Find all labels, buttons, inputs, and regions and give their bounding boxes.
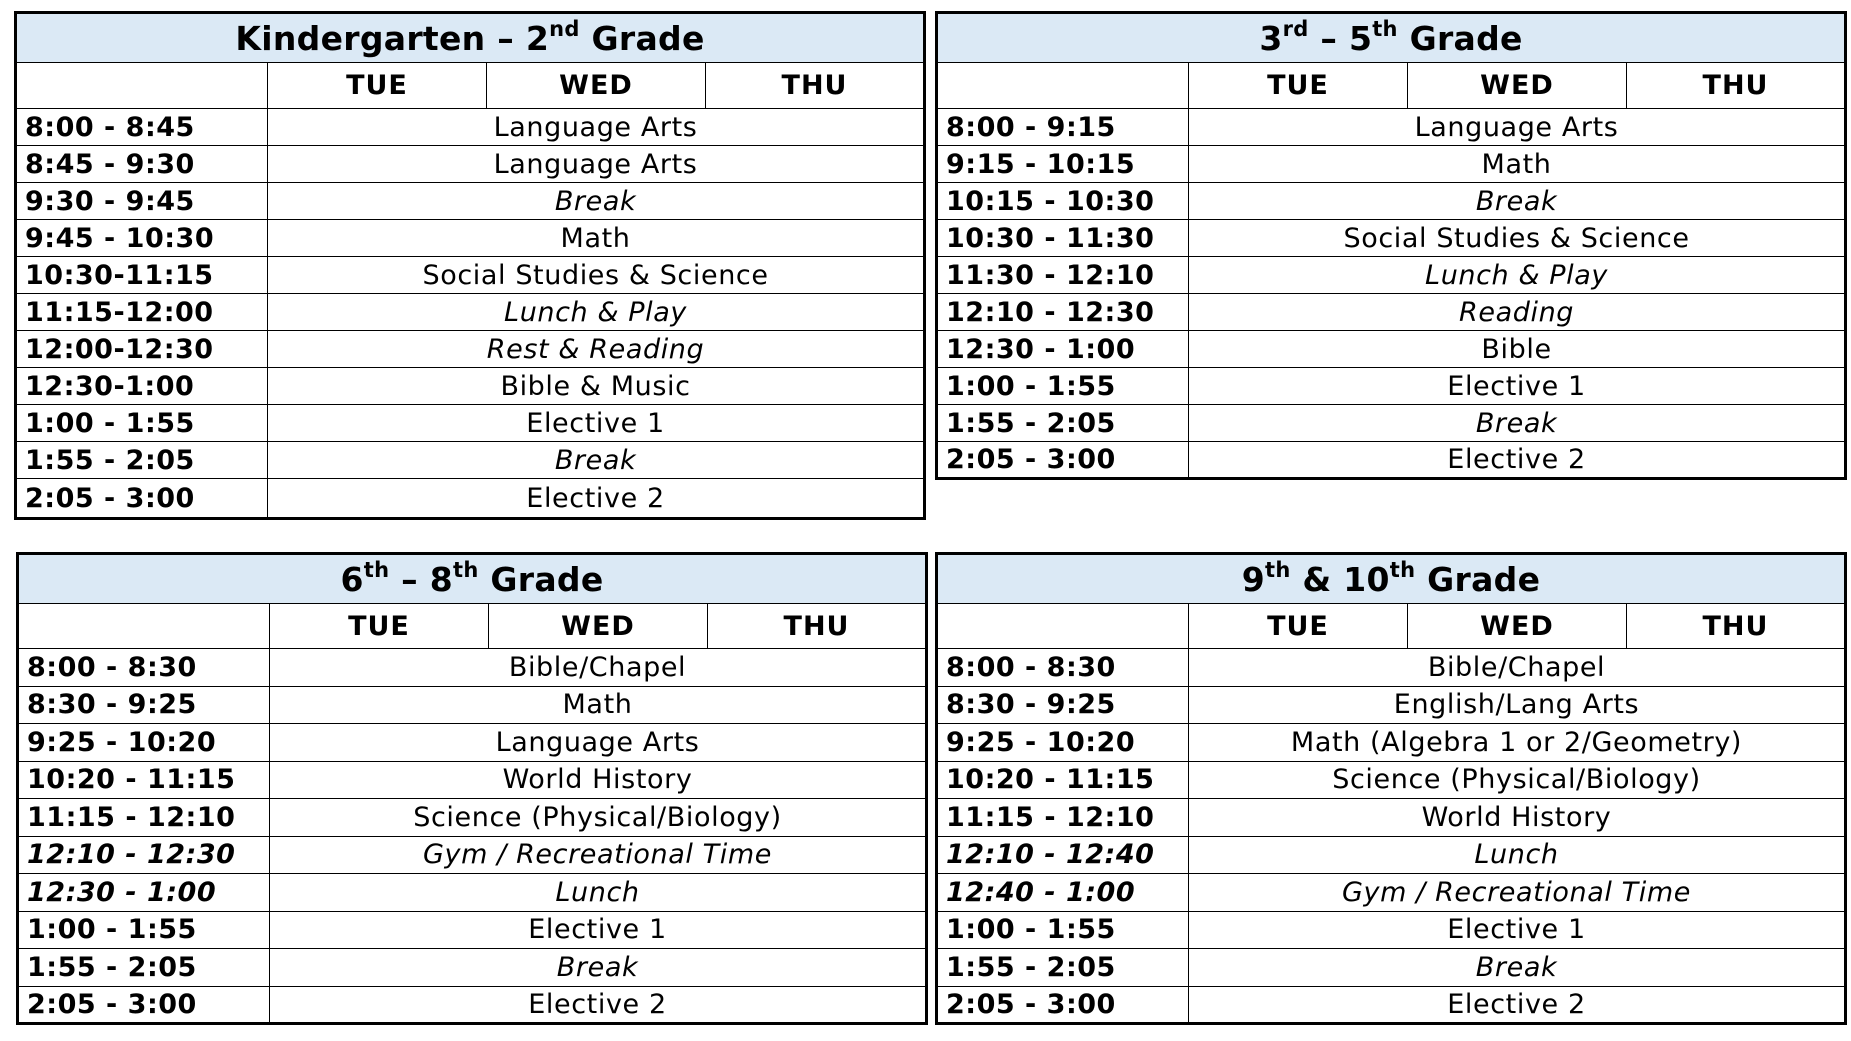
time-cell: 12:10 - 12:40 [937, 836, 1189, 874]
subject-cell: Social Studies & Science [1189, 220, 1846, 257]
table-row [937, 220, 1846, 257]
table-row [18, 686, 927, 724]
day-header: TUE [270, 604, 489, 649]
subject-cell: Break [268, 442, 925, 479]
time-cell: 8:45 - 9:30 [16, 146, 268, 183]
table-title: 9th & 10th Grade [937, 554, 1846, 604]
subject-cell: Gym / Recreational Time [1189, 874, 1846, 912]
table-row [937, 405, 1846, 442]
time-cell: 11:30 - 12:10 [937, 257, 1189, 294]
time-cell: 8:00 - 9:15 [937, 109, 1189, 146]
time-cell: 1:00 - 1:55 [18, 911, 270, 949]
table-row [937, 911, 1846, 949]
subject-cell: Science (Physical/Biology) [1189, 761, 1846, 799]
schedule-9-10 [935, 552, 1847, 1025]
table-row [16, 368, 925, 405]
table-row [937, 836, 1846, 874]
subject-cell: English/Lang Arts [1189, 686, 1846, 724]
day-header: TUE [268, 63, 487, 109]
subject-cell: Elective 2 [1189, 442, 1846, 479]
subject-cell: Lunch & Play [268, 294, 925, 331]
time-cell: 11:15 - 12:10 [937, 799, 1189, 837]
table-row [937, 331, 1846, 368]
time-cell: 11:15 - 12:10 [18, 799, 270, 837]
table-row [937, 986, 1846, 1024]
time-cell: 2:05 - 3:00 [16, 479, 268, 519]
table-title: Kindergarten – 2nd Grade [16, 13, 925, 63]
table-row [18, 799, 927, 837]
time-cell: 9:15 - 10:15 [937, 146, 1189, 183]
subject-cell: Language Arts [268, 146, 925, 183]
subject-cell: World History [270, 761, 927, 799]
time-cell: 1:00 - 1:55 [937, 911, 1189, 949]
subject-cell: Elective 2 [270, 986, 927, 1024]
time-cell: 8:30 - 9:25 [18, 686, 270, 724]
subject-cell: Language Arts [270, 724, 927, 762]
time-cell: 1:55 - 2:05 [18, 949, 270, 987]
time-cell: 9:45 - 10:30 [16, 220, 268, 257]
blank-header-cell [937, 63, 1189, 109]
subject-cell: Gym / Recreational Time [270, 836, 927, 874]
table-row [18, 911, 927, 949]
subject-cell: Math [1189, 146, 1846, 183]
table-row [18, 874, 927, 912]
day-header: THU [708, 604, 927, 649]
day-header: WED [489, 604, 708, 649]
subject-cell: Elective 1 [268, 405, 925, 442]
day-header: THU [706, 63, 925, 109]
table-row [16, 442, 925, 479]
table-row [937, 874, 1846, 912]
table-row [18, 724, 927, 762]
table-row [18, 836, 927, 874]
subject-cell: Bible & Music [268, 368, 925, 405]
schedule-3-5 [935, 11, 1847, 480]
day-header: TUE [1189, 63, 1408, 109]
subject-cell: Language Arts [268, 109, 925, 146]
subject-cell: Break [1189, 949, 1846, 987]
table-row [18, 949, 927, 987]
time-cell: 8:00 - 8:45 [16, 109, 268, 146]
subject-cell: Elective 1 [1189, 911, 1846, 949]
table-row [16, 479, 925, 519]
table-row [16, 331, 925, 368]
table-row [16, 146, 925, 183]
subject-cell: Math [270, 686, 927, 724]
time-cell: 8:00 - 8:30 [18, 649, 270, 687]
table-row [937, 949, 1846, 987]
table-row [937, 649, 1846, 687]
table-row [937, 799, 1846, 837]
blank-header-cell [18, 604, 270, 649]
subject-cell: Reading [1189, 294, 1846, 331]
table-row [937, 146, 1846, 183]
subject-cell: Science (Physical/Biology) [270, 799, 927, 837]
table-row [937, 257, 1846, 294]
table-title: 6th – 8th Grade [18, 554, 927, 604]
day-header: WED [487, 63, 706, 109]
table-row [937, 109, 1846, 146]
table-row [16, 294, 925, 331]
time-cell: 9:25 - 10:20 [937, 724, 1189, 762]
schedule-k-2 [14, 11, 926, 520]
time-cell: 10:15 - 10:30 [937, 183, 1189, 220]
subject-cell: Break [268, 183, 925, 220]
time-cell: 12:00-12:30 [16, 331, 268, 368]
subject-cell: World History [1189, 799, 1846, 837]
blank-header-cell [16, 63, 268, 109]
table-row [16, 220, 925, 257]
time-cell: 10:20 - 11:15 [18, 761, 270, 799]
subject-cell: Social Studies & Science [268, 257, 925, 294]
table-row [937, 183, 1846, 220]
time-cell: 9:25 - 10:20 [18, 724, 270, 762]
time-cell: 12:30 - 1:00 [18, 874, 270, 912]
subject-cell: Elective 2 [268, 479, 925, 519]
subject-cell: Lunch [270, 874, 927, 912]
time-cell: 1:55 - 2:05 [16, 442, 268, 479]
subject-cell: Bible [1189, 331, 1846, 368]
table-row [18, 761, 927, 799]
table-row [16, 257, 925, 294]
blank-header-cell [937, 604, 1189, 649]
subject-cell: Elective 1 [270, 911, 927, 949]
time-cell: 11:15-12:00 [16, 294, 268, 331]
table-row [18, 986, 927, 1024]
time-cell: 10:30-11:15 [16, 257, 268, 294]
time-cell: 8:30 - 9:25 [937, 686, 1189, 724]
day-header: THU [1627, 604, 1846, 649]
time-cell: 2:05 - 3:00 [937, 442, 1189, 479]
subject-cell: Rest & Reading [268, 331, 925, 368]
time-cell: 1:55 - 2:05 [937, 405, 1189, 442]
subject-cell: Lunch [1189, 836, 1846, 874]
subject-cell: Bible/Chapel [270, 649, 927, 687]
table-row [18, 649, 927, 687]
time-cell: 1:55 - 2:05 [937, 949, 1189, 987]
subject-cell: Math [268, 220, 925, 257]
subject-cell: Lunch & Play [1189, 257, 1846, 294]
time-cell: 12:40 - 1:00 [937, 874, 1189, 912]
day-header: TUE [1189, 604, 1408, 649]
time-cell: 2:05 - 3:00 [18, 986, 270, 1024]
subject-cell: Language Arts [1189, 109, 1846, 146]
table-row [937, 724, 1846, 762]
time-cell: 12:30-1:00 [16, 368, 268, 405]
table-row [16, 183, 925, 220]
table-row [937, 686, 1846, 724]
table-row [937, 368, 1846, 405]
time-cell: 9:30 - 9:45 [16, 183, 268, 220]
day-header: WED [1408, 604, 1627, 649]
subject-cell: Math (Algebra 1 or 2/Geometry) [1189, 724, 1846, 762]
subject-cell: Break [270, 949, 927, 987]
time-cell: 12:10 - 12:30 [937, 294, 1189, 331]
time-cell: 1:00 - 1:55 [937, 368, 1189, 405]
table-row [16, 405, 925, 442]
table-row [937, 294, 1846, 331]
subject-cell: Break [1189, 405, 1846, 442]
table-title: 3rd – 5th Grade [937, 13, 1846, 63]
time-cell: 10:30 - 11:30 [937, 220, 1189, 257]
schedule-6-8 [16, 552, 928, 1025]
table-row [937, 761, 1846, 799]
subject-cell: Elective 2 [1189, 986, 1846, 1024]
subject-cell: Break [1189, 183, 1846, 220]
subject-cell: Elective 1 [1189, 368, 1846, 405]
day-header: THU [1627, 63, 1846, 109]
time-cell: 8:00 - 8:30 [937, 649, 1189, 687]
time-cell: 2:05 - 3:00 [937, 986, 1189, 1024]
subject-cell: Bible/Chapel [1189, 649, 1846, 687]
table-row [937, 442, 1846, 479]
time-cell: 12:10 - 12:30 [18, 836, 270, 874]
day-header: WED [1408, 63, 1627, 109]
time-cell: 12:30 - 1:00 [937, 331, 1189, 368]
time-cell: 10:20 - 11:15 [937, 761, 1189, 799]
table-row [16, 109, 925, 146]
time-cell: 1:00 - 1:55 [16, 405, 268, 442]
